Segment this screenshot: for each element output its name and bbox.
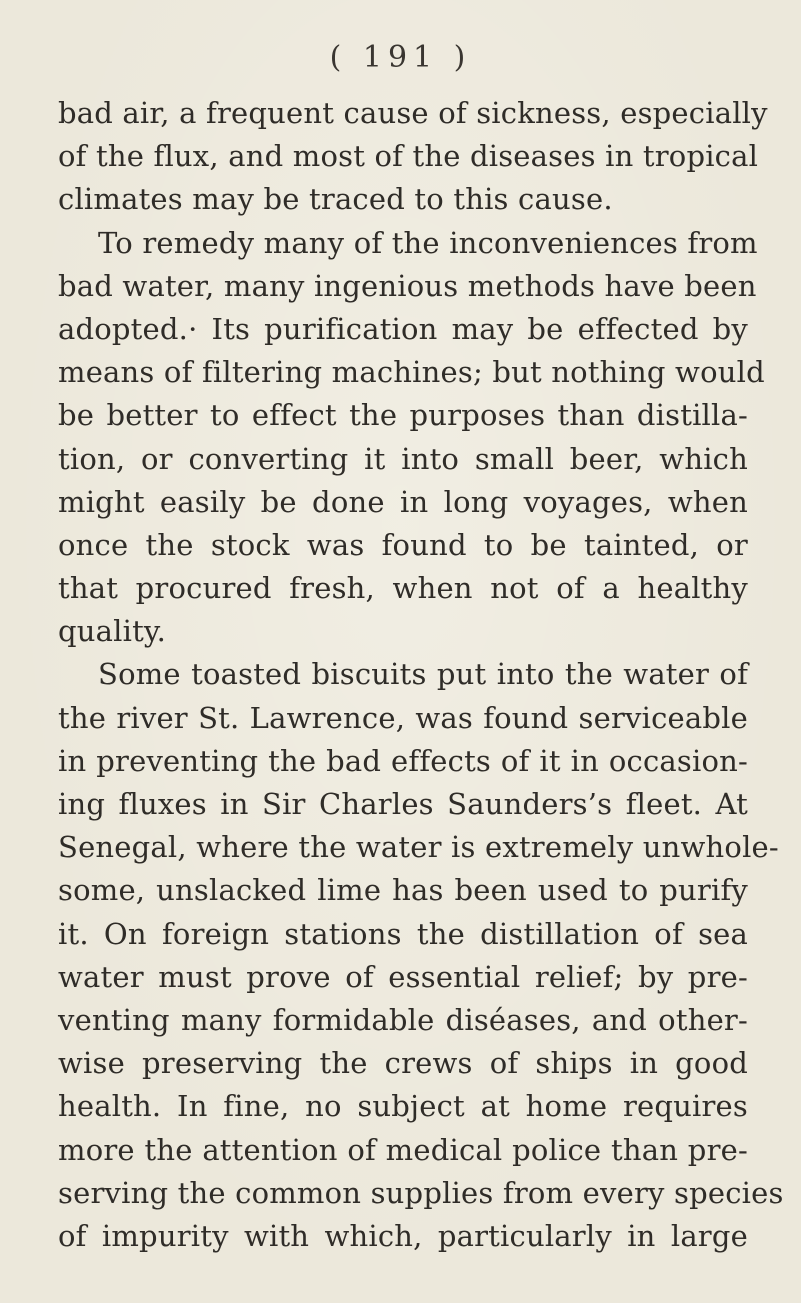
text-line: that procured fresh, when not of a healthy	[58, 571, 748, 606]
text-line: more the attention of medical police than pre-	[58, 1132, 748, 1167]
text-line: tion, or converting it into small beer, which	[58, 441, 748, 476]
text-line: Senegal, where the water is extremely unwhole-	[58, 830, 779, 865]
text-line: serving the common supplies from every species	[58, 1175, 784, 1210]
text-line: be better to effect the purposes than distilla-	[58, 398, 748, 433]
text-line: wise preserving the crews of ships in good	[58, 1046, 748, 1081]
text-line: bad air, a frequent cause of sickness, especially	[58, 96, 768, 130]
text-line: venting many formidable diséases, and other-	[58, 1002, 748, 1037]
text-line: ing fluxes in Sir Charles Saunders’s fleet. At	[58, 787, 748, 821]
body-text	[58, 92, 784, 1258]
text-line: Some toasted biscuits put into the water of	[98, 657, 748, 692]
text-line: To remedy many of the inconveniences from	[98, 225, 758, 260]
text-line: water must prove of essential relief; by pre-	[58, 959, 748, 994]
text-line: means of filtering machines; but nothing would	[58, 355, 765, 390]
text-line: climates may be traced to this cause.	[58, 182, 613, 217]
text-line: of impurity with which, particularly in large	[58, 1218, 748, 1253]
text-line: adopted.· Its purification may be effected by	[58, 311, 748, 346]
text-line: of the flux, and most of the diseases in tropical	[58, 139, 759, 174]
page-number: ( 191 )	[329, 40, 472, 75]
text-line: the river St. Lawrence, was found serviceable	[58, 700, 748, 735]
text-line: in preventing the bad effects of it in occasion-	[58, 743, 748, 778]
text-line: bad water, many ingenious methods have been	[58, 268, 757, 303]
text-line: quality.	[58, 614, 167, 649]
text-line: some, unslacked lime has been used to purify	[58, 873, 748, 908]
text-line: might easily be done in long voyages, when	[58, 484, 748, 519]
text-line: health. In fine, no subject at home requires	[58, 1089, 748, 1124]
text-line: it. On foreign stations the distillation of sea	[58, 916, 748, 951]
text-line: once the stock was found to be tainted, or	[58, 527, 748, 562]
